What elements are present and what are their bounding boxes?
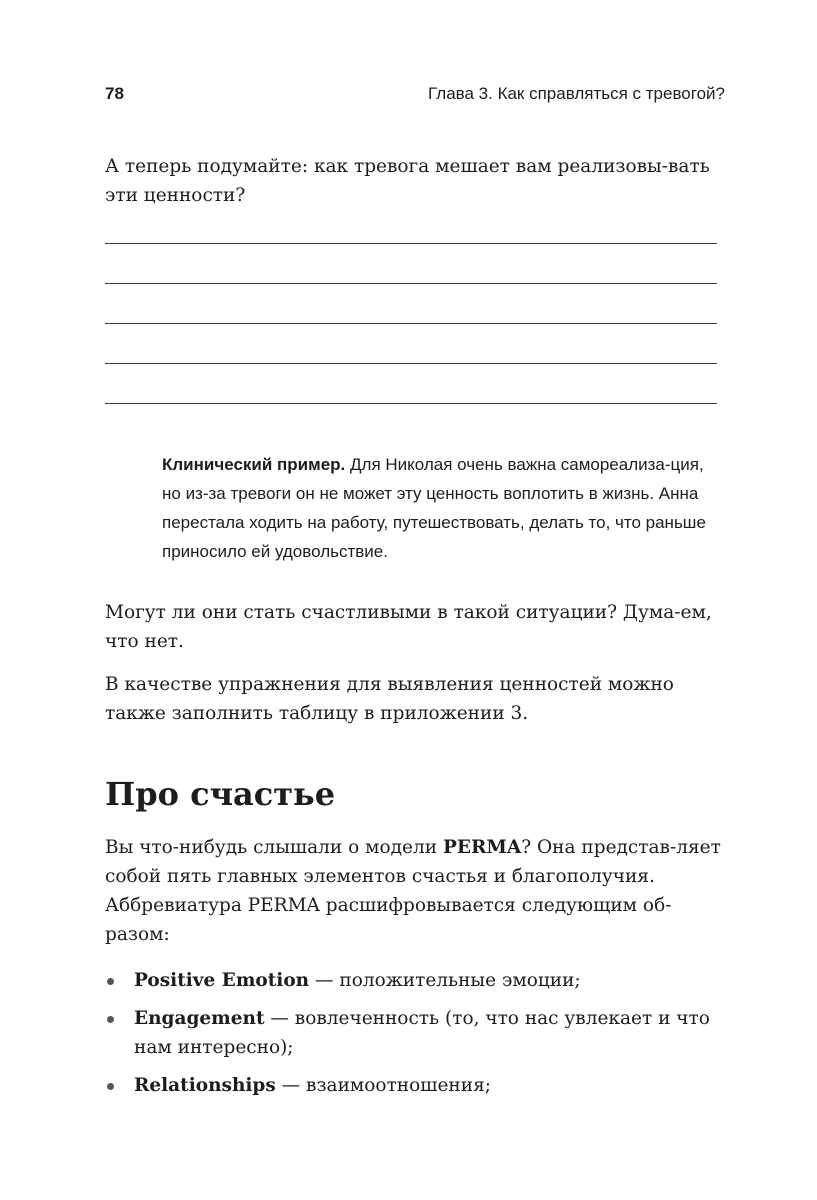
clinical-example (162, 450, 724, 566)
answer-line[interactable] (105, 243, 717, 283)
perma-item-positive-emotion (105, 966, 725, 995)
perma-item-engagement (105, 1004, 725, 1062)
answer-line[interactable] (105, 283, 717, 323)
happiness-paragraph: Могут ли они стать счастливыми в такой ситуации? Дума-ем, что нет. (105, 602, 712, 652)
bullet-icon (107, 1016, 114, 1023)
page-number: 78 (105, 84, 124, 103)
exercise-paragraph: В качестве упражнения для выявления ценностей можно также заполнить таблицу в приложении 3. (105, 674, 674, 724)
page-header (105, 84, 725, 112)
perma-intro-end: ? Она представ-ляет собой пять главных элементов счастья и благополучия. Аббревиатура PERMA расшифровывается следующим об-разом: (105, 837, 721, 945)
perma-intro (105, 833, 725, 949)
perma-description: — вовлеченность (то, что нас увлекает и что нам интересно); (134, 1008, 710, 1058)
answer-lines (105, 243, 717, 443)
perma-item-relationships (105, 1071, 725, 1100)
perma-acronym: PERMA (442, 837, 522, 858)
bullet-icon (107, 978, 114, 985)
clinical-example-label: Клинический пример. (162, 455, 346, 474)
clinical-example-text: Для Николая очень важна самореализа-ция, но из-за тревоги он не может эту ценность воплотить в жизнь. Анна перестала ходить на работу, путешествовать, делать то, что раньше приносило ей удовольствие. (162, 455, 706, 561)
perma-term: Engagement (134, 1008, 265, 1029)
perma-description: — положительные эмоции; (309, 970, 581, 991)
bullet-icon (107, 1083, 114, 1090)
question-paragraph: А теперь подумайте: как тревога мешает вам реализовы-вать эти ценности? (105, 156, 710, 206)
perma-description: — взаимоотношения; (275, 1075, 491, 1096)
perma-intro-start: Вы что-нибудь слышали о модели (105, 837, 443, 858)
answer-line[interactable] (105, 403, 717, 443)
perma-list (105, 966, 725, 1109)
answer-line[interactable] (105, 323, 717, 363)
running-title: Глава 3. Как справляться с тревогой? (428, 84, 725, 103)
perma-term: Relationships (134, 1075, 276, 1096)
perma-term: Positive Emotion (134, 970, 310, 991)
answer-line[interactable] (105, 363, 717, 403)
section-heading: Про счастье (105, 775, 336, 813)
